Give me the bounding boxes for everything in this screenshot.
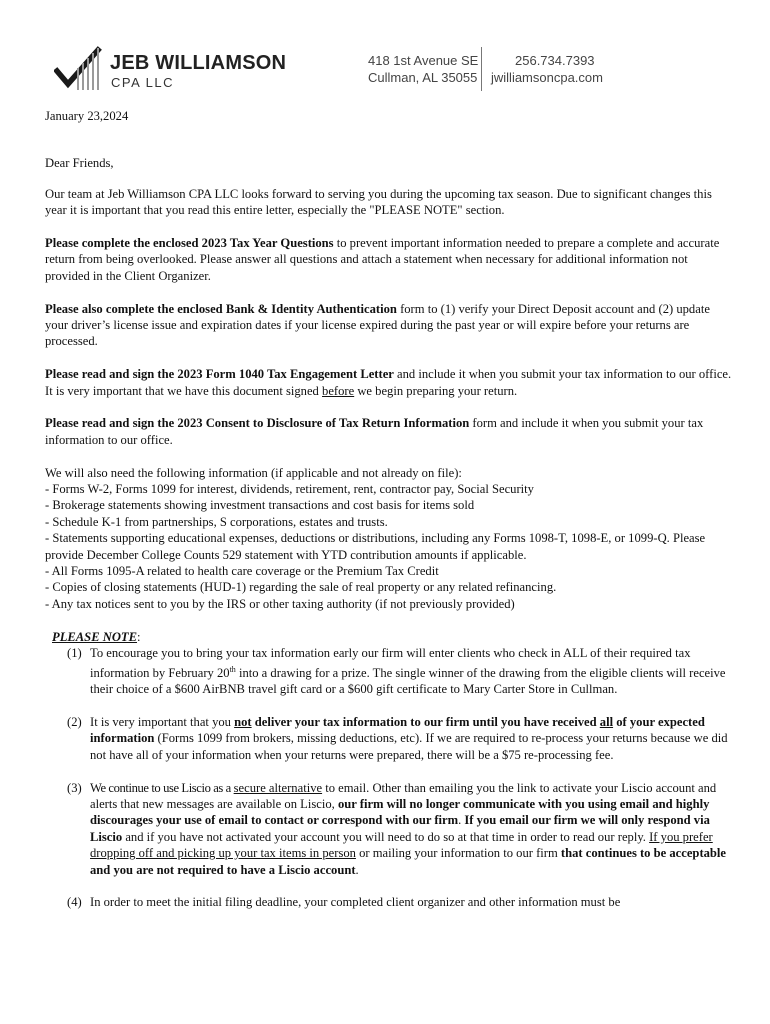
engagement-letter-paragraph: Please read and sign the 2023 Form 1040 Tax Engagement Letter and include it when you submit your tax information to our office. It is very important that we have this document signed before we begin preparing your return.	[45, 367, 732, 398]
company-subtitle: CPA LLC	[111, 75, 175, 90]
consent-paragraph: Please read and sign the 2023 Consent to Disclosure of Tax Return Information form and include it when you submit your tax information to our office.	[45, 416, 704, 447]
list-item: - Copies of closing statements (HUD-1) regarding the sale of real property or any related refinancing.	[45, 580, 557, 595]
intro-paragraph: Our team at Jeb Williamson CPA LLC looks forward to serving you during the upcoming tax season. Due to significant changes this year it is important that you read this entire letter, especially the "PLEASE NOTE" section.	[45, 186, 712, 218]
company-contact	[491, 52, 603, 86]
company-website: jwilliamsoncpa.com	[491, 70, 603, 85]
company-name: JEB WILLIAMSON	[110, 52, 287, 74]
bank-auth-heading: Please also complete the enclosed Bank & Identity Authentication	[45, 301, 397, 316]
please-note-list	[45, 645, 733, 911]
company-address	[368, 52, 478, 86]
please-note-heading: PLEASE NOTE:	[52, 629, 141, 644]
letterhead-divider	[481, 47, 482, 91]
required-info-list	[45, 465, 733, 613]
note-item-4: (4) In order to meet the initial filing deadline, your completed client organizer and other information must be	[67, 895, 621, 910]
company-logo	[54, 44, 294, 94]
list-item: - Schedule K-1 from partnerships, S corporations, estates and trusts.	[45, 514, 388, 529]
tax-questions-heading: Please complete the enclosed 2023 Tax Year Questions	[45, 236, 334, 251]
list-item: - Forms W-2, Forms 1099 for interest, dividends, retirement, rent, contractor pay, Social Security	[45, 482, 534, 497]
tax-questions-paragraph: Please complete the enclosed 2023 Tax Year Questions to prevent important information needed to prepare a complete and accurate return from being overlooked. Please answer all questions and attach a statement when necessary for additional information not provided in the Client Organizer.	[45, 236, 720, 283]
address-line-1: 418 1st Avenue SE	[368, 53, 479, 68]
letter-date: January 23,2024	[45, 109, 129, 123]
note-item-3: (3) We continue to use Liscio as a secure alternative to email. Other than emailing you the link to activate your Liscio account and alerts that new messages are available on Liscio, our firm will no longer communicate with you using email and highly discourages your use of email to contact or correspond with our firm. If you email our firm we will only respond via Liscio and if you have not activated your account you will need to do so at that time in order to read our reply. If you prefer dropping off and picking up your tax items in person or mailing your information to our firm that continues to be acceptable and you are not required to have a Liscio account.	[67, 780, 727, 877]
list-item: - Statements supporting educational expenses, deductions or distributions, including any Forms 1098-T, 1098-E, or 1099-Q. Please provide December College Counts 529 statement with YTD contribution amounts if applicable.	[45, 531, 706, 562]
list-item: - Any tax notices sent to you by the IRS or other taxing authority (if not previously provided)	[45, 596, 515, 611]
note-item-1: (1) To encourage you to bring your tax information early our firm will enter clients who check in ALL of their required tax information by February 20th into a drawing for a prize. The single winner of the drawing from the eligible clients will receive their choice of a $600 AirBNB travel gift card or a $600 gift certificate to Mary Carter Store in Cullman.	[67, 646, 726, 697]
required-info-intro: We will also need the following information (if applicable and not already on file):	[45, 465, 462, 480]
note-item-2: (2) It is very important that you not deliver your tax information to our firm until you have received all of your expected information (Forms 1099 from brokers, missing deductions, etc). If we are required to re-process your returns because we did not have all of your information when your returns were prepared, there will be a $75 re-processing fee.	[67, 714, 728, 762]
list-item: - All Forms 1095-A related to health care coverage or the Premium Tax Credit	[45, 564, 439, 579]
letter-body	[45, 108, 733, 927]
engagement-letter-heading: Please read and sign the 2023 Form 1040 Tax Engagement Letter	[45, 367, 394, 382]
list-item: - Brokerage statements showing investment transactions and cost basis for items sold	[45, 498, 475, 513]
bank-auth-paragraph: Please also complete the enclosed Bank & Identity Authentication form to (1) verify your Direct Deposit account and (2) update your driver’s license issue and expiration dates if your license expired during the past year or will expire before your returns are processed.	[45, 301, 710, 349]
consent-heading: Please read and sign the 2023 Consent to Disclosure of Tax Return Information	[45, 416, 470, 431]
letter-greeting: Dear Friends,	[45, 156, 114, 171]
checkmark-logo-icon	[54, 44, 106, 92]
address-line-2: Cullman, AL 35055	[368, 70, 478, 85]
company-phone: 256.734.7393	[515, 53, 595, 68]
